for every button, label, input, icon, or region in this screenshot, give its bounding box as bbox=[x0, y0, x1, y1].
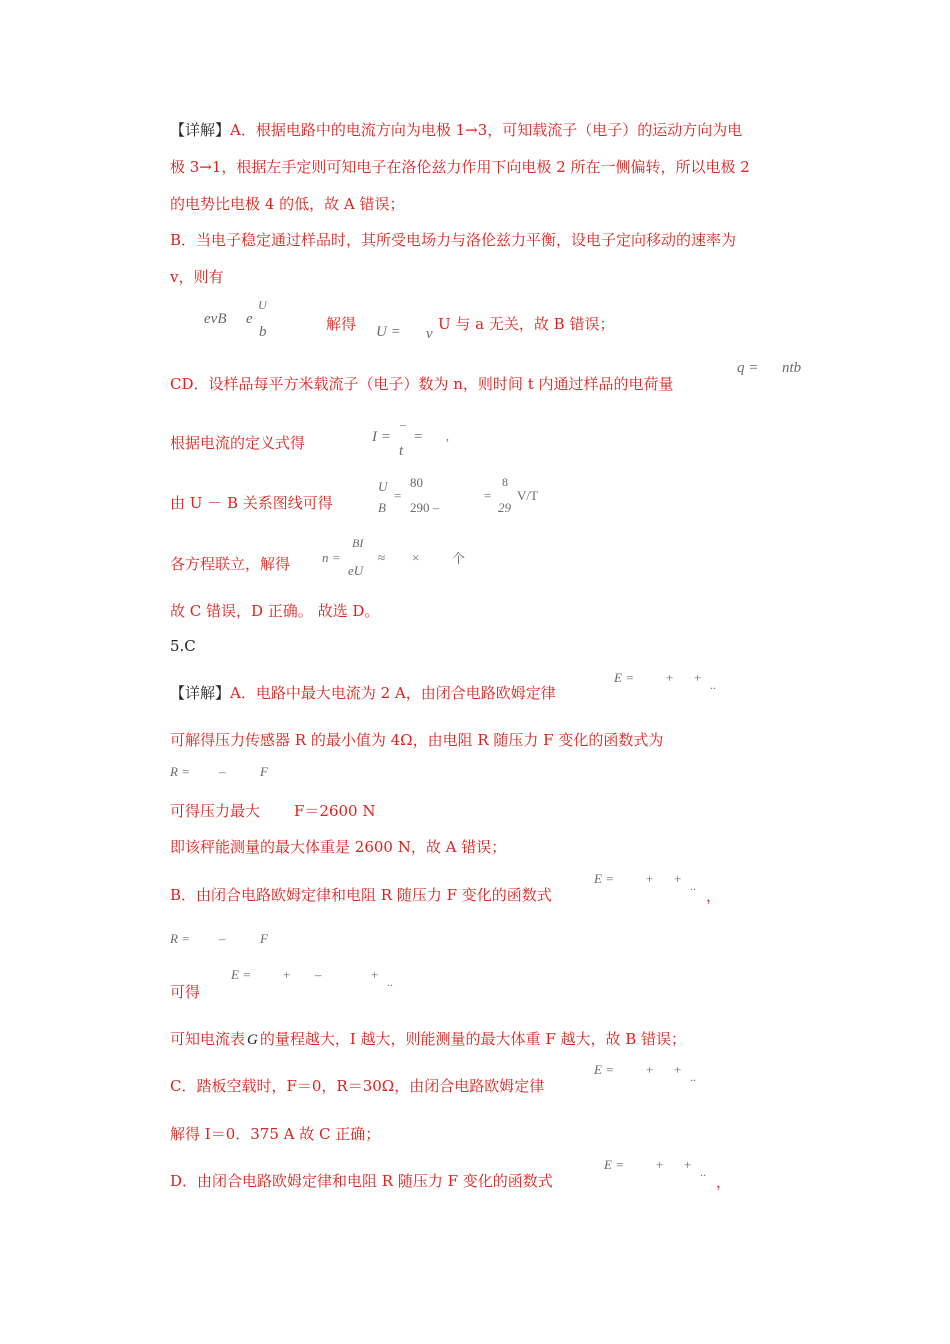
q4-line-a3: 的电势比电极 4 的低，故 A 错误； bbox=[170, 195, 405, 213]
q5-eqC-minus: – bbox=[315, 967, 322, 982]
q5-eqA-lhs: E = bbox=[614, 670, 634, 685]
q4-line-b1: B．当电子稳定通过样品时，其所受电场力与洛伦兹力平衡，设电子定向移动的速率为 bbox=[170, 231, 737, 249]
q4-conclusion-cd: 故 C 错误，D 正确。 故选 D。 bbox=[170, 602, 380, 620]
q4-def-label: 根据电流的定义式得 bbox=[170, 434, 306, 452]
q5-eqC-lhs: E = bbox=[231, 967, 251, 982]
q4-eq5-denominator3: 29 bbox=[498, 500, 511, 515]
q5-eqB-comma: ， bbox=[706, 889, 722, 905]
q4-eq6-denominator: eU bbox=[348, 563, 364, 578]
q4-eq3-lhs: q = bbox=[737, 360, 759, 376]
q5-line-b2-post: 的量程越大，I 越大，则能测量的最大体重 F 越大，故 B 错误； bbox=[259, 1030, 687, 1048]
q4-eq6-approx: ≈ bbox=[378, 550, 386, 565]
q5-eqC-plus1: + bbox=[283, 967, 291, 982]
q5-eqE-comma: ， bbox=[716, 1175, 732, 1191]
q4-eq5-equals2: = bbox=[484, 488, 492, 503]
q4-eq6-times: × bbox=[412, 550, 420, 565]
q5-eqE-tail: .. bbox=[700, 1165, 706, 1179]
q4-eq6-lhs: n = bbox=[322, 550, 341, 565]
q4-eq4-denominator: t bbox=[399, 443, 404, 459]
q5-eqB-tail: .. bbox=[690, 879, 696, 893]
q4-line-a1 bbox=[170, 120, 742, 140]
q4-detail-label: 【详解】 bbox=[170, 121, 231, 139]
q5-eqR2-F: F bbox=[260, 931, 268, 946]
q4-eq2-v: v bbox=[426, 326, 433, 342]
q5-eqB-plus2: + bbox=[674, 871, 682, 886]
q4-eq3-rhs: ntb bbox=[782, 360, 802, 376]
q5-line-a4: 即该秤能测量的最大体重是 2600 N，故 A 错误； bbox=[170, 838, 507, 856]
q5-line-c2: 解得 I＝0．375 A 故 C 正确； bbox=[170, 1125, 381, 1143]
q5-eqR2-lhs: R = bbox=[170, 931, 190, 946]
q5-eqA-plus1: + bbox=[666, 670, 674, 685]
q4-combine-label: 各方程联立，解得 bbox=[170, 555, 291, 573]
q4-eq4-lhs: I = bbox=[372, 429, 391, 445]
q5-line-c1: C．踏板空载时，F＝0，R＝30Ω，由闭合电路欧姆定律 bbox=[170, 1077, 545, 1095]
q4-eq5-numerator: U bbox=[378, 479, 388, 494]
q4-graph-label: 由 U － B 关系图线可得 bbox=[170, 494, 333, 512]
q4-eq4-tail: , bbox=[446, 429, 449, 443]
q5-eqD-lhs: E = bbox=[594, 1062, 614, 1077]
q5-line-b2-pre: 可知电流表 bbox=[170, 1030, 246, 1048]
q5-line-a3 bbox=[170, 801, 376, 821]
q5-eqB-plus1: + bbox=[646, 871, 654, 886]
q5-line-d1: D．由闭合电路欧姆定律和电阻 R 随压力 F 变化的函数式 bbox=[170, 1172, 553, 1190]
q5-eqR2-minus: – bbox=[219, 931, 226, 946]
q5-line-b1: B．由闭合电路欧姆定律和电阻 R 随压力 F 变化的函数式 bbox=[170, 886, 552, 904]
q4-eq5-equals: = bbox=[394, 488, 402, 503]
q4-eq5-numerator2: 80 bbox=[410, 475, 423, 490]
q4-eq5-numerator3: 8 bbox=[502, 475, 508, 489]
q4-line-b2: v，则有 bbox=[170, 268, 224, 286]
q4-eq5-unit: V/T bbox=[517, 488, 538, 503]
q5-eqE-plus2: + bbox=[684, 1157, 692, 1172]
q5-eqE-plus1: + bbox=[656, 1157, 664, 1172]
q4-eq1-denominator: b bbox=[259, 324, 267, 340]
q4-solve-label: 解得 bbox=[326, 315, 357, 333]
q5-eqD-plus1: + bbox=[646, 1062, 654, 1077]
q4-eq6-unit: 个 bbox=[452, 551, 466, 566]
q5-eqB-lhs: E = bbox=[594, 871, 614, 886]
q4-line-a2: 极 3→1，根据左手定则可知电子在洛伦兹力作用下向电极 2 所在一侧偏转，所以电极 2 bbox=[170, 158, 750, 176]
q4-line-cd: CD．设样品每平方米载流子（电子）数为 n，则时间 t 内通过样品的电荷量 bbox=[170, 375, 674, 393]
q5-eqC-plus2: + bbox=[371, 967, 379, 982]
q5-eqA-plus2: + bbox=[694, 670, 702, 685]
q4-eq4-equals: = bbox=[414, 429, 423, 445]
q5-line-b2 bbox=[170, 1029, 686, 1050]
q4-eq5-denominator: B bbox=[378, 500, 386, 515]
q4-eq5-denominator2: 290 – bbox=[410, 500, 440, 515]
q5-galvanometer-symbol: G bbox=[247, 1032, 258, 1048]
q5-eqD-plus2: + bbox=[674, 1062, 682, 1077]
q4-eq1-numerator: U bbox=[258, 298, 267, 312]
q4-line-a1-text: A．根据电路中的电流方向为电极 1→3，可知载流子（电子）的运动方向为电 bbox=[230, 121, 743, 139]
q4-eq1-lhs: evB bbox=[204, 311, 227, 327]
q5-line-a2: 可解得压力传感器 R 的最小值为 4Ω，由电阻 R 随压力 F 变化的函数式为 bbox=[170, 731, 664, 749]
q5-eqR-F: F bbox=[260, 764, 268, 779]
q5-eqA-tail: .. bbox=[710, 678, 716, 692]
q5-obtain-label: 可得 bbox=[170, 983, 201, 1001]
q5-line-a1-text: A．电路中最大电流为 2 A，由闭合电路欧姆定律 bbox=[230, 684, 556, 702]
q4-eq1-e: e bbox=[246, 311, 253, 327]
q5-eqR-minus: – bbox=[219, 764, 226, 779]
q5-line-a3-value: F＝2600 N bbox=[294, 802, 376, 820]
q4-eq2-lhs: U = bbox=[376, 324, 401, 340]
q5-eqC-tail: .. bbox=[387, 975, 393, 989]
q5-line-a1 bbox=[170, 683, 556, 703]
q5-eqD-tail: .. bbox=[690, 1070, 696, 1084]
q4-eq6-numerator: BI bbox=[352, 536, 364, 550]
q5-eqE-lhs: E = bbox=[604, 1157, 624, 1172]
q4-eq4-numerator: – bbox=[400, 417, 406, 431]
q5-line-a3-text: 可得压力最大 bbox=[170, 802, 261, 820]
q4-conclusion-b: U 与 a 无关，故 B 错误； bbox=[438, 315, 615, 333]
q5-detail-label: 【详解】 bbox=[170, 684, 231, 702]
q5-eqR-lhs: R = bbox=[170, 764, 190, 779]
q5-answer: 5.C bbox=[170, 637, 196, 655]
